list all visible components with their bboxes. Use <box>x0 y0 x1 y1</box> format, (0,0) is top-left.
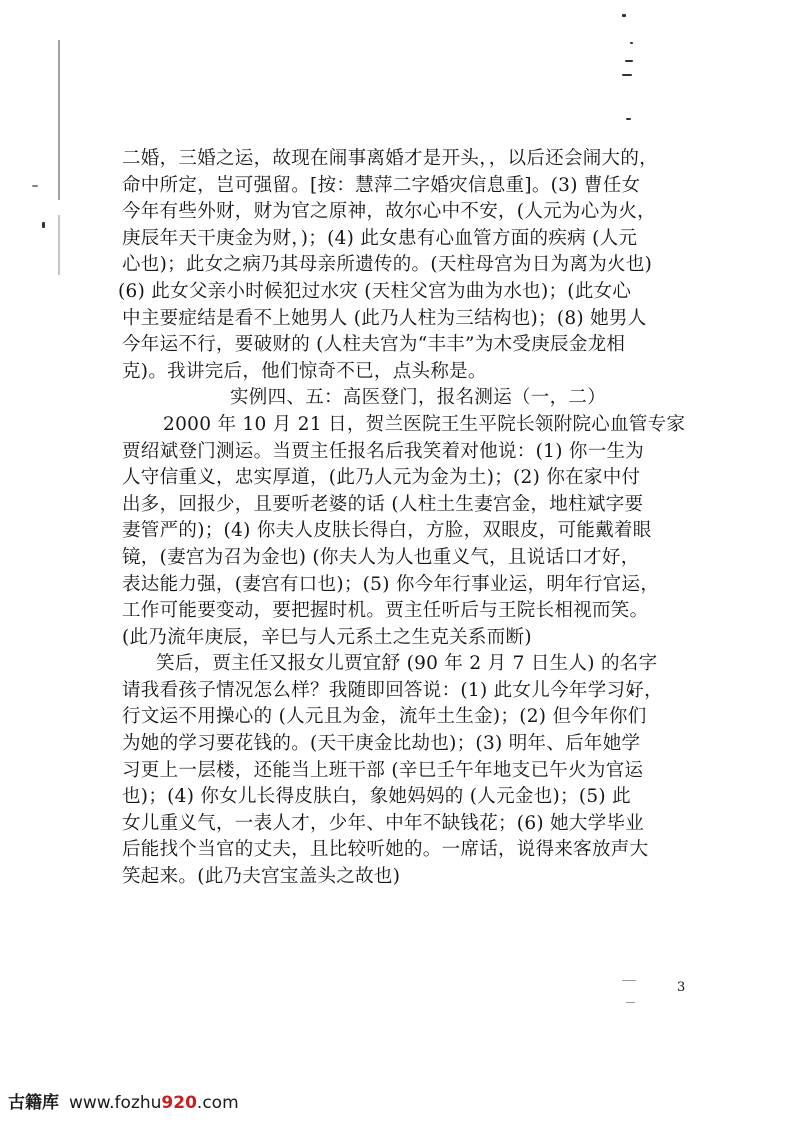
text-line: (6) 此女父亲小时候犯过水灾 (天柱父宫为曲为水也)；(此女心 <box>118 280 632 302</box>
scan-speck <box>622 14 626 17</box>
site-watermark <box>8 1088 239 1113</box>
text-line: 克)。我讲完后，他们惊奇不已，点头称是。 <box>122 360 487 382</box>
text-line: 笑起来。(此乃夫宫宝盖头之故也) <box>122 866 401 888</box>
text-line: 命中所定，岂可强留。[按：慧萍二字婚灾信息重]。(3) 曹任女 <box>122 174 641 196</box>
scan-speck <box>622 74 632 76</box>
text-line: 镜，(妻宫为召为金也) (你夫人为人也重义气，且说话口才好， <box>122 546 640 568</box>
text-line: 女儿重义气，一表人才，少年、中年不缺钱花；(6) 她大学毕业 <box>122 812 645 834</box>
text-line: 出多，回报少，且要听老婆的话 (人柱土生妻宫金，地柱斌字要 <box>122 493 644 515</box>
watermark-url <box>69 1093 239 1113</box>
text-line: 妻管严的)；(4) 你夫人皮肤长得白，方脸，双眼皮，可能戴着眼 <box>122 520 652 542</box>
text-line: 贾绍斌登门测运。当贾主任报名后我笑着对他说：(1) 你一生为 <box>122 440 645 462</box>
watermark-url-number: 920 <box>161 1093 197 1113</box>
scan-speck <box>626 118 631 120</box>
scan-speck <box>622 980 636 981</box>
text-line: 为她的学习要花钱的。(天干庚金比劫也)；(3) 明年、后年她学 <box>122 733 641 755</box>
left-margin-scan-mark <box>58 215 60 275</box>
text-line: 心也)；此女之病乃其母亲所遗传的。(天柱母宫为日为离为火也) <box>122 254 653 276</box>
text-line: 表达能力强，(妻宫有口也)；(5) 你今年行事业运，明年行官运， <box>122 573 660 595</box>
text-line: 二婚，三婚之运，故现在闹事离婚才是开头，，以后还会闹大的， <box>122 148 658 169</box>
left-margin-scan-mark <box>58 40 60 200</box>
text-line: (此乃流年庚辰，辛巳与人元系土之生克关系而断) <box>122 626 532 648</box>
scan-speck <box>630 42 633 44</box>
text-line: 人守信重义，忠实厚道，(此乃人元为金为土)；(2) 你在家中付 <box>122 467 641 489</box>
scan-speck <box>42 222 45 228</box>
page-number: 3 <box>677 980 686 995</box>
text-line: 工作可能要变动，要把握时机。贾主任听后与王院长相视而笑。 <box>122 600 649 622</box>
text-line: 中主要症结是看不上她男人 (此乃人柱为三结构也)；(8) 她男人 <box>122 307 647 329</box>
watermark-url-prefix: www.fozhu <box>69 1093 162 1113</box>
scan-speck <box>32 185 38 187</box>
text-line: 笑后，贾主任又报女儿贾宜舒 (90 年 2 月 7 日生人) 的名字 <box>156 653 658 675</box>
text-line: 庚辰年天干庚金为财，)；(4) 此女患有心血管方面的疾病 (人元 <box>122 227 638 249</box>
watermark-url-suffix: .com <box>196 1093 239 1113</box>
text-line: 2000 年 10 月 21 日，贺兰医院王生平院长领附院心血管专家 <box>163 413 686 435</box>
scan-speck <box>626 1002 635 1003</box>
text-line: 后能找个当官的丈夫，且比较听她的。一席话，说得来客放声大 <box>122 839 649 861</box>
body-text <box>118 146 692 891</box>
text-line: 请我看孩子情况怎么样？我随即回答说：(1) 此女儿今年学习好， <box>122 679 663 701</box>
text-line: 今年运不行，要破财的 (人柱夫宫为“丰丰”为木受庚辰金龙相 <box>122 334 626 356</box>
text-line: 习更上一层楼，还能当上班干部 (辛巳壬午年地支已午火为官运 <box>122 759 644 781</box>
text-line: 也)；(4) 你女儿长得皮肤白，象她妈妈的 (人元金也)；(5) 此 <box>122 786 631 808</box>
watermark-name: 古籍库 <box>8 1093 59 1113</box>
text-line: 行文运不用操心的 (人元且为金，流年土生金)；(2) 但今年你们 <box>122 706 647 728</box>
scan-speck <box>625 60 633 62</box>
text-line: 今年有些外财，财为官之原神，故尔心中不安，(人元为心为火， <box>122 201 656 223</box>
section-heading: 实例四、五：高医登门，报名测运（一，二） <box>230 387 607 409</box>
